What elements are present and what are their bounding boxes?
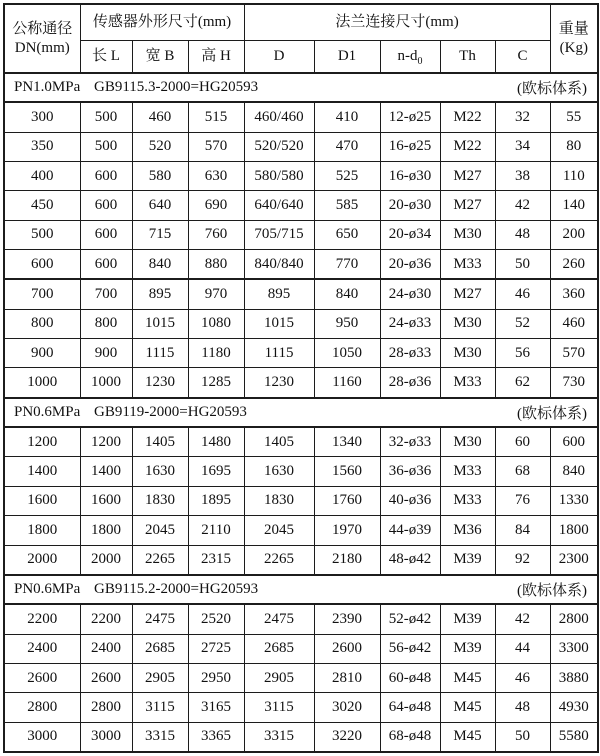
table-cell-c: 50 — [495, 722, 550, 752]
table-cell-d1: 410 — [314, 102, 380, 132]
table-cell-dn: 1000 — [4, 368, 80, 398]
table-cell-width: 2475 — [132, 604, 188, 634]
table-row — [4, 220, 598, 249]
table-row — [4, 132, 598, 161]
table-cell-th: M39 — [440, 634, 495, 663]
table-cell-length: 1600 — [80, 486, 132, 515]
table-cell-width: 1115 — [132, 339, 188, 368]
table-row — [4, 545, 598, 575]
table-cell-dn: 3000 — [4, 722, 80, 752]
table-row — [4, 516, 598, 545]
table-row — [4, 102, 598, 132]
dn-label-line1: 公称通径 — [12, 20, 73, 37]
table-cell-nd0: 40-ø36 — [380, 486, 440, 515]
table-cell-c: 62 — [495, 368, 550, 398]
spec-table-body — [4, 73, 598, 752]
table-cell-width: 1405 — [132, 427, 188, 457]
table-row — [4, 162, 598, 191]
table-cell-d1: 1160 — [314, 368, 380, 398]
table-cell-th: M39 — [440, 604, 495, 634]
table-cell-d1: 1970 — [314, 516, 380, 545]
table-cell-c: 44 — [495, 634, 550, 663]
table-cell-height: 1895 — [188, 486, 244, 515]
table-row — [4, 309, 598, 338]
table-cell-length: 2000 — [80, 545, 132, 575]
col-group-flange-dimensions: 法兰连接尺寸(mm) — [244, 4, 550, 41]
table-cell-height: 2110 — [188, 516, 244, 545]
table-cell-nd0: 52-ø42 — [380, 604, 440, 634]
table-cell-width: 1830 — [132, 486, 188, 515]
table-cell-d: 705/715 — [244, 220, 314, 249]
table-cell-th: M45 — [440, 663, 495, 692]
table-cell-weight: 730 — [550, 368, 598, 398]
table-cell-length: 600 — [80, 162, 132, 191]
table-row — [4, 457, 598, 486]
table-cell-d1: 3220 — [314, 722, 380, 752]
table-cell-nd0: 44-ø39 — [380, 516, 440, 545]
table-cell-weight: 3880 — [550, 663, 598, 692]
table-cell-dn: 350 — [4, 132, 80, 161]
table-cell-dn: 1200 — [4, 427, 80, 457]
table-cell-height: 1480 — [188, 427, 244, 457]
table-cell-width: 580 — [132, 162, 188, 191]
table-cell-nd0: 28-ø36 — [380, 368, 440, 398]
table-cell-nd0: 48-ø42 — [380, 545, 440, 575]
table-cell-nd0: 60-ø48 — [380, 663, 440, 692]
table-cell-c: 56 — [495, 339, 550, 368]
table-cell-dn: 500 — [4, 220, 80, 249]
table-row — [4, 427, 598, 457]
weight-label-line1: 重量 — [558, 20, 589, 37]
table-cell-d: 580/580 — [244, 162, 314, 191]
table-cell-d1: 585 — [314, 191, 380, 220]
table-cell-width: 2045 — [132, 516, 188, 545]
table-cell-d: 1015 — [244, 309, 314, 338]
table-cell-d1: 470 — [314, 132, 380, 161]
table-cell-length: 600 — [80, 220, 132, 249]
table-cell-height: 1080 — [188, 309, 244, 338]
table-cell-length: 700 — [80, 279, 132, 309]
section-header-row — [4, 73, 598, 102]
table-cell-nd0: 36-ø36 — [380, 457, 440, 486]
weight-label-line2: (Kg) — [559, 39, 588, 56]
table-cell-th: M33 — [440, 457, 495, 486]
table-cell-th: M39 — [440, 545, 495, 575]
table-cell-length: 2200 — [80, 604, 132, 634]
table-cell-d1: 1560 — [314, 457, 380, 486]
table-cell-nd0: 24-ø30 — [380, 279, 440, 309]
table-cell-weight: 840 — [550, 457, 598, 486]
table-cell-d1: 2390 — [314, 604, 380, 634]
table-cell-d1: 525 — [314, 162, 380, 191]
section-header-row — [4, 575, 598, 604]
section-standard-code: GB9119-2000=HG20593 — [94, 403, 247, 420]
table-cell-nd0: 56-ø42 — [380, 634, 440, 663]
header-row-groups — [4, 4, 598, 41]
table-cell-d: 895 — [244, 279, 314, 309]
col-header-height: 高 H — [188, 41, 244, 74]
table-cell-d: 2685 — [244, 634, 314, 663]
table-cell-d1: 2600 — [314, 634, 380, 663]
table-cell-height: 630 — [188, 162, 244, 191]
table-cell-height: 970 — [188, 279, 244, 309]
table-cell-length: 600 — [80, 250, 132, 280]
table-cell-height: 1285 — [188, 368, 244, 398]
table-cell-dn: 2000 — [4, 545, 80, 575]
table-cell-weight: 3300 — [550, 634, 598, 663]
table-cell-d: 1405 — [244, 427, 314, 457]
table-cell-d: 1115 — [244, 339, 314, 368]
table-cell-nd0: 28-ø33 — [380, 339, 440, 368]
table-cell-th: M22 — [440, 102, 495, 132]
table-cell-c: 68 — [495, 457, 550, 486]
table-cell-height: 1180 — [188, 339, 244, 368]
table-cell-dn: 450 — [4, 191, 80, 220]
table-cell-weight: 5580 — [550, 722, 598, 752]
table-cell-length: 500 — [80, 102, 132, 132]
table-cell-dn: 2200 — [4, 604, 80, 634]
table-cell-dn: 2400 — [4, 634, 80, 663]
table-cell-length: 800 — [80, 309, 132, 338]
table-cell-c: 60 — [495, 427, 550, 457]
table-cell-th: M27 — [440, 191, 495, 220]
header-row-subcols — [4, 41, 598, 74]
table-cell-c: 48 — [495, 220, 550, 249]
table-row — [4, 368, 598, 398]
table-cell-th: M30 — [440, 427, 495, 457]
table-cell-width: 520 — [132, 132, 188, 161]
table-cell-weight: 2300 — [550, 545, 598, 575]
table-cell-weight: 80 — [550, 132, 598, 161]
table-cell-c: 46 — [495, 279, 550, 309]
table-cell-th: M30 — [440, 220, 495, 249]
table-cell-length: 1400 — [80, 457, 132, 486]
dn-label-line2: DN(mm) — [14, 39, 70, 56]
table-cell-dn: 600 — [4, 250, 80, 280]
table-cell-height: 515 — [188, 102, 244, 132]
table-row — [4, 339, 598, 368]
table-cell-nd0: 16-ø30 — [380, 162, 440, 191]
table-cell-th: M33 — [440, 486, 495, 515]
col-header-nd0: $n-d_0$ — [380, 41, 440, 74]
table-cell-weight: 4930 — [550, 693, 598, 722]
spec-table — [3, 3, 599, 753]
table-cell-c: 42 — [495, 604, 550, 634]
table-cell-nd0: 16-ø25 — [380, 132, 440, 161]
col-header-d1: D1 — [314, 41, 380, 74]
table-cell-length: 2400 — [80, 634, 132, 663]
table-cell-c: 52 — [495, 309, 550, 338]
table-cell-c: 84 — [495, 516, 550, 545]
section-pressure-rating: PN1.0MPa — [14, 79, 81, 96]
col-header-d: D — [244, 41, 314, 74]
nd0-subscript: 0 — [417, 55, 423, 67]
table-cell-width: 840 — [132, 250, 188, 280]
table-cell-nd0: 64-ø48 — [380, 693, 440, 722]
table-cell-dn: 300 — [4, 102, 80, 132]
table-cell-length: 1000 — [80, 368, 132, 398]
table-cell-weight: 200 — [550, 220, 598, 249]
table-cell-d: 3115 — [244, 693, 314, 722]
table-cell-height: 2520 — [188, 604, 244, 634]
col-group-sensor-dimensions: 传感器外形尺寸(mm) — [80, 4, 244, 41]
table-cell-dn: 1400 — [4, 457, 80, 486]
table-cell-dn: 700 — [4, 279, 80, 309]
table-cell-height: 2950 — [188, 663, 244, 692]
table-cell-length: 600 — [80, 191, 132, 220]
table-cell-height: 2725 — [188, 634, 244, 663]
table-row — [4, 722, 598, 752]
table-cell-width: 1230 — [132, 368, 188, 398]
section-system-note: (欧标体系) — [517, 583, 588, 600]
table-cell-weight: 570 — [550, 339, 598, 368]
col-header-c: C — [495, 41, 550, 74]
table-cell-th: M45 — [440, 722, 495, 752]
table-cell-height: 1695 — [188, 457, 244, 486]
table-cell-dn: 2600 — [4, 663, 80, 692]
table-cell-length: 3000 — [80, 722, 132, 752]
table-cell-nd0: 20-ø34 — [380, 220, 440, 249]
table-cell-height: 760 — [188, 220, 244, 249]
table-cell-c: 92 — [495, 545, 550, 575]
table-cell-weight: 360 — [550, 279, 598, 309]
table-cell-length: 900 — [80, 339, 132, 368]
table-cell-d1: 1340 — [314, 427, 380, 457]
table-cell-height: 3365 — [188, 722, 244, 752]
table-row — [4, 663, 598, 692]
table-cell-th: M27 — [440, 162, 495, 191]
table-cell-length: 2600 — [80, 663, 132, 692]
table-cell-c: 34 — [495, 132, 550, 161]
section-system-note: (欧标体系) — [517, 81, 588, 98]
table-cell-width: 715 — [132, 220, 188, 249]
table-cell-th: M30 — [440, 339, 495, 368]
table-cell-weight: 55 — [550, 102, 598, 132]
table-row — [4, 191, 598, 220]
section-pressure-rating: PN0.6MPa — [14, 581, 81, 598]
table-cell-d1: 2810 — [314, 663, 380, 692]
table-cell-weight: 460 — [550, 309, 598, 338]
table-cell-c: 46 — [495, 663, 550, 692]
table-cell-nd0: 20-ø30 — [380, 191, 440, 220]
table-cell-d: 3315 — [244, 722, 314, 752]
table-cell-d1: 1760 — [314, 486, 380, 515]
table-cell-c: 42 — [495, 191, 550, 220]
table-cell-height: 570 — [188, 132, 244, 161]
table-cell-d: 2905 — [244, 663, 314, 692]
table-cell-width: 460 — [132, 102, 188, 132]
section-system-note: (欧标体系) — [517, 405, 588, 422]
section-standard-code: GB9115.3-2000=HG20593 — [94, 79, 259, 96]
table-cell-d: 2475 — [244, 604, 314, 634]
table-cell-th: M36 — [440, 516, 495, 545]
table-cell-width: 3315 — [132, 722, 188, 752]
table-cell-d1: 770 — [314, 250, 380, 280]
table-cell-nd0: 68-ø48 — [380, 722, 440, 752]
table-cell-d1: 2180 — [314, 545, 380, 575]
table-cell-th: M45 — [440, 693, 495, 722]
section-header-row — [4, 398, 598, 427]
table-cell-dn: 1600 — [4, 486, 80, 515]
table-cell-weight: 600 — [550, 427, 598, 457]
table-cell-th: M33 — [440, 250, 495, 280]
table-cell-d: 1230 — [244, 368, 314, 398]
table-row — [4, 250, 598, 280]
table-cell-nd0: 24-ø33 — [380, 309, 440, 338]
table-cell-nd0: 20-ø36 — [380, 250, 440, 280]
table-cell-width: 2905 — [132, 663, 188, 692]
table-cell-c: 76 — [495, 486, 550, 515]
table-cell-dn: 1800 — [4, 516, 80, 545]
table-cell-d: 2265 — [244, 545, 314, 575]
table-cell-d: 2045 — [244, 516, 314, 545]
table-cell-weight: 1800 — [550, 516, 598, 545]
table-cell-nd0: 32-ø33 — [380, 427, 440, 457]
table-cell-c: 32 — [495, 102, 550, 132]
table-cell-d1: 840 — [314, 279, 380, 309]
table-cell-nd0: 12-ø25 — [380, 102, 440, 132]
table-row — [4, 604, 598, 634]
table-row — [4, 486, 598, 515]
table-cell-d1: 1050 — [314, 339, 380, 368]
table-cell-length: 1200 — [80, 427, 132, 457]
col-header-th: Th — [440, 41, 495, 74]
section-standard-code: GB9115.2-2000=HG20593 — [94, 581, 259, 598]
table-cell-d: 1830 — [244, 486, 314, 515]
col-header-dn — [4, 4, 80, 73]
table-cell-dn: 800 — [4, 309, 80, 338]
table-cell-th: M22 — [440, 132, 495, 161]
table-cell-weight: 260 — [550, 250, 598, 280]
col-header-width: 宽 B — [132, 41, 188, 74]
table-cell-length: 1800 — [80, 516, 132, 545]
table-cell-width: 2685 — [132, 634, 188, 663]
table-cell-width: 1015 — [132, 309, 188, 338]
table-cell-d1: 3020 — [314, 693, 380, 722]
section-pressure-rating: PN0.6MPa — [14, 403, 81, 420]
table-row — [4, 279, 598, 309]
col-header-length: 长 L — [80, 41, 132, 74]
table-cell-width: 640 — [132, 191, 188, 220]
table-cell-th: M27 — [440, 279, 495, 309]
table-row — [4, 634, 598, 663]
table-cell-height: 3165 — [188, 693, 244, 722]
table-cell-th: M30 — [440, 309, 495, 338]
table-cell-th: M33 — [440, 368, 495, 398]
table-cell-width: 2265 — [132, 545, 188, 575]
table-cell-d1: 950 — [314, 309, 380, 338]
table-cell-d: 1630 — [244, 457, 314, 486]
table-cell-height: 880 — [188, 250, 244, 280]
table-cell-height: 2315 — [188, 545, 244, 575]
table-cell-weight: 2800 — [550, 604, 598, 634]
table-cell-weight: 110 — [550, 162, 598, 191]
table-cell-d: 840/840 — [244, 250, 314, 280]
table-cell-weight: 1330 — [550, 486, 598, 515]
table-cell-height: 690 — [188, 191, 244, 220]
table-cell-c: 48 — [495, 693, 550, 722]
table-cell-d1: 650 — [314, 220, 380, 249]
table-cell-length: 2800 — [80, 693, 132, 722]
table-row — [4, 693, 598, 722]
table-cell-dn: 400 — [4, 162, 80, 191]
table-cell-dn: 2800 — [4, 693, 80, 722]
table-cell-d: 520/520 — [244, 132, 314, 161]
table-cell-weight: 140 — [550, 191, 598, 220]
table-cell-width: 895 — [132, 279, 188, 309]
table-cell-dn: 900 — [4, 339, 80, 368]
table-cell-width: 1630 — [132, 457, 188, 486]
table-cell-d: 640/640 — [244, 191, 314, 220]
col-header-weight — [550, 4, 598, 73]
table-cell-c: 50 — [495, 250, 550, 280]
table-cell-c: 38 — [495, 162, 550, 191]
table-cell-length: 500 — [80, 132, 132, 161]
table-cell-d: 460/460 — [244, 102, 314, 132]
table-cell-width: 3115 — [132, 693, 188, 722]
